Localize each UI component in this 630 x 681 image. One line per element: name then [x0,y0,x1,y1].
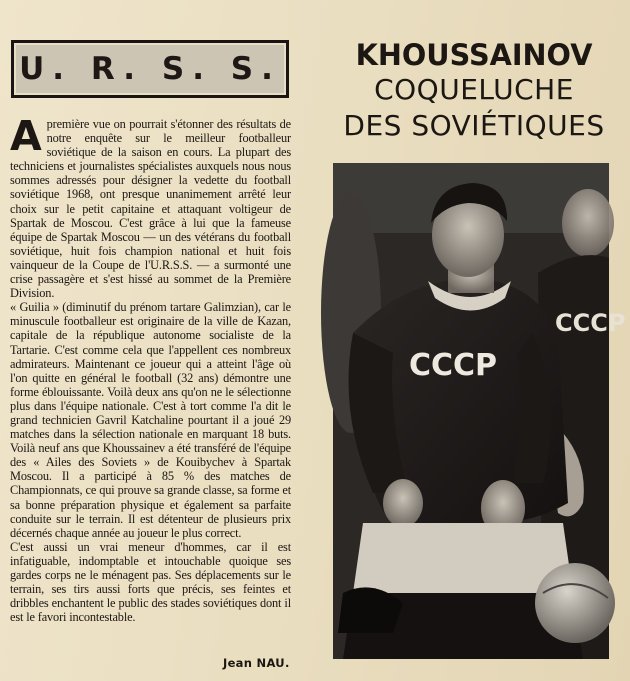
headline-name: KHOUSSAINOV [355,38,593,72]
side-jersey-text: СССР [555,309,626,337]
player-photo-illustration [333,163,626,659]
player-photo [333,163,626,659]
country-badge-label: U. R. S. S. [19,51,281,87]
country-badge [11,40,289,98]
headline [328,38,620,144]
author-signature: Jean NAU. [223,656,290,670]
paragraph-3: C'est aussi un vrai meneur d'hommes, car il est infatiguable, indomptable et intouchable quoique ses gardes corps ne le ménagent pas. Ses déplacements sur le terrain, ses tirs aussi forts que précis, ses feintes et dribbles enchantent le public des stades soviétiques dont il est le favori incontestable. [10,539,291,625]
main-jersey-text: СССР [409,348,498,383]
drop-cap: A [10,112,42,160]
headline-subtitle-2: DES SOVIÉTIQUES [343,109,605,142]
paragraph-1-text: première vue on pourrait s'étonner des résultats de notre enquête sur le meilleur footballeur soviétique de la saison en cours. La plupart des techniciens et journalistes spécialistes auxquels nous nous sommes adressés pour désigner la vedette du football soviétique 1968, ont presque unanimement arrêté leur choix sur le petit capitaine et attaquant voltigeur de Spartak de Moscou. C'est grâce à lui que la fameuse équipe de Spartak Moscou — un des vétérans du football soviétique, huit fois champion national et huit fois vainqueur de la Coupe de l'U.R.S.S. — a surmonté une crise passagère et s'est hissé au sommet de la Première Division. [10,117,291,301]
headline-subtitle-1: COQUELUCHE [374,73,574,106]
paragraph-1 [10,112,291,301]
paragraph-2: « Guilia » (diminutif du prénom tartare Galimzian), car le minuscule footballeur est originaire de la ville de Kazan, capitale de la république autonome socialiste de la Tartarie. C'est comme cela que l'appellent ces nombreux admirateurs. Maintenant ce joueur qui a atteint l'âge où l'on quitte en général le football (32 ans) démontre une forme éblouissante. Voilà deux ans qu'on ne le sélectionne plus dans l'équipe nationale. C'est à tort comme l'a dit le grand technicien Gavril Katchaline pourtant il a joué 29 matches dans la sélection nationale en marquant 18 buts. Voilà neuf ans que Khoussainev a été transféré de l'équipe des « Ailes des Soviets » de Kouibychev à Spartak Moscou. Il a participé à 85 % des matches de Championnats, ce qui prouve sa grande classe, sa forme et sa bonne préparation physique et également sa parfaite conduite sur le terrain. Il est détenteur de plusieurs prix décernés chaque année au joueur le plus correct. [10,300,291,540]
article-body [10,112,291,625]
